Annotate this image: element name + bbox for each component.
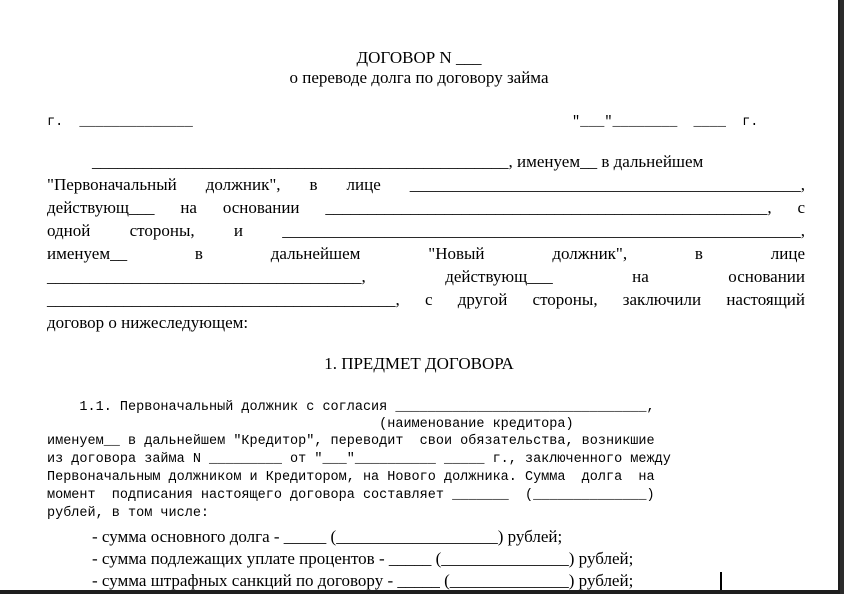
list-item: - сумма основного долга - _____ (___________________) рублей; xyxy=(92,527,563,546)
clause-1-1-line-6: момент подписания настоящего договора составляет _______ (______________) xyxy=(47,488,655,503)
preamble-line-6: _____________________________________, действующ___ на основании xyxy=(47,267,805,286)
document-title: ДОГОВОР N ___ xyxy=(356,48,482,67)
text-cursor xyxy=(720,572,722,590)
preamble-line-3: действующ___ на основании ____________________________________________________, с xyxy=(47,198,805,217)
header-date-field: "___"________ ____ г. xyxy=(572,115,759,130)
preamble-line-8: договор о нижеследующем: xyxy=(47,313,249,332)
preamble-line-2: "Первоначальный должник", в лице ______________________________________________, xyxy=(47,175,805,194)
list-item: - сумма штрафных санкций по договору - _____ (______________) рублей; xyxy=(92,571,634,590)
preamble-line-4: одной стороны, и _____________________________________________________________, xyxy=(47,221,805,240)
clause-1-1-line-4: из договора займа N _________ от "___"__________ _____ г., заключенного между xyxy=(47,452,671,467)
preamble-line-1: _________________________________________________, именуем__ в дальнейшем xyxy=(92,152,704,171)
clause-1-1-line-5: Первоначальным должником и Кредитором, на Нового должника. Сумма долга на xyxy=(47,470,655,485)
document-subtitle: о переводе долга по договору займа xyxy=(289,68,549,87)
clause-1-1-line-7: рублей, в том числе: xyxy=(47,506,210,521)
header-city-field: г. ______________ xyxy=(47,115,193,130)
section-1-title: 1. ПРЕДМЕТ ДОГОВОРА xyxy=(324,354,514,373)
clause-1-1-line-1: 1.1. Первоначальный должник с согласия _______________________________, xyxy=(47,400,655,415)
preamble-line-7: _________________________________________, с другой стороны, заключили настоящий xyxy=(47,290,805,309)
preamble-line-5: именуем__ в дальнейшем "Новый должник", в лице xyxy=(47,244,805,263)
window-frame-edge xyxy=(840,0,844,594)
clause-1-1-caption: (наименование кредитора) xyxy=(47,417,574,432)
list-item: - сумма подлежащих уплате процентов - _____ (_______________) рублей; xyxy=(92,549,634,568)
clause-1-1-line-3: именуем__ в дальнейшем "Кредитор", переводит свои обязательства, возникшие xyxy=(47,434,655,449)
